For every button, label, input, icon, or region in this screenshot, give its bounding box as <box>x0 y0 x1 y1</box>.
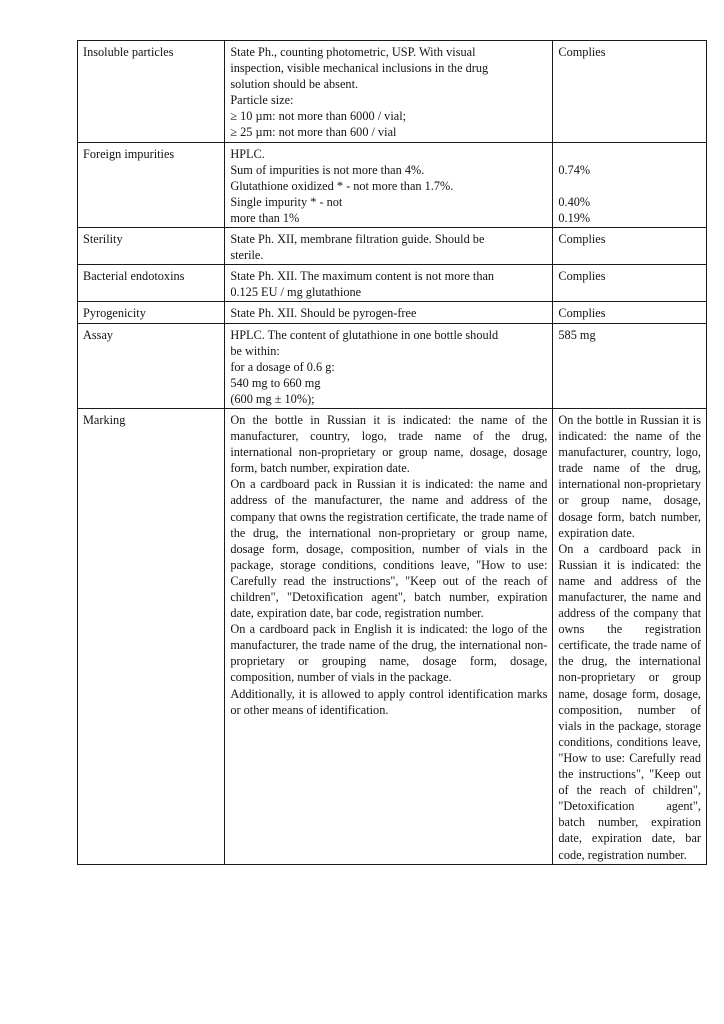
method-cell <box>225 323 553 408</box>
parameter-name: Insoluble particles <box>83 45 174 59</box>
result-value: 585 mg <box>558 327 596 342</box>
parameter-name: Bacterial endotoxins <box>83 269 185 284</box>
method-cell <box>225 302 553 323</box>
method-line: more than 1% <box>230 210 300 225</box>
result-paragraph: On a cardboard pack in Russian it is indicated: the name and address of the manufacturer, the name and address of the company that owns the registration certificate, the trade name of the drug, the international non-proprietary or group name, dosage form, dosage, composition, number of vials in the package, storage conditions, conditions leave, "How to use: Carefully read the instructions", "Keep out of the reach of children", "Detoxification agent", batch number, expiration date, expiration date, bar code, registration number. <box>558 541 701 862</box>
result-value: 0.19% <box>558 210 591 225</box>
method-line: (600 mg ± 10%); <box>230 391 315 406</box>
method-line: be within: <box>230 343 280 358</box>
method-line: Single impurity * - not <box>230 194 343 209</box>
result-value: Complies <box>558 232 606 247</box>
method-line: 0.125 EU / mg glutathione <box>230 285 362 300</box>
method-line: HPLC. <box>230 146 265 161</box>
method-line: State Ph., counting photometric, USP. With visual <box>230 45 476 59</box>
parameter-name: Pyrogenicity <box>83 306 146 321</box>
result-cell <box>553 408 707 864</box>
result-cell <box>553 142 707 227</box>
result-cell <box>553 265 707 302</box>
method-line: ≥ 10 µm: not more than 6000 / vial; <box>230 109 407 124</box>
method-paragraph: On a cardboard pack in Russian it is indicated: the name and address of the manufacturer, the name and address of the company that owns the registration certificate, the trade name of the drug, the international non-proprietary or group name, dosage form, dosage, composition, number of vials in the package, storage conditions, conditions leave, "How to use: Carefully read the instructions", "Keep out of the reach of children", "Detoxification agent", batch number, expiration date, expiration date, bar code, registration number. <box>230 477 548 621</box>
parameter-cell <box>78 265 225 302</box>
table-row <box>78 408 707 864</box>
method-cell <box>225 41 553 143</box>
result-value: Complies <box>558 269 606 284</box>
result-value: 0.74% <box>558 162 591 177</box>
table-row <box>78 41 707 143</box>
method-line: 540 mg to 660 mg <box>230 375 321 390</box>
parameter-cell <box>78 302 225 323</box>
parameter-cell <box>78 228 225 265</box>
method-paragraph: On the bottle in Russian it is indicated: the name of the manufacturer, country, logo, trade name of the drug, international non-proprietary or group name, dosage, dosage form, batch number, expiration date. <box>230 412 548 476</box>
table-row <box>78 302 707 323</box>
parameter-cell <box>78 41 225 143</box>
result-paragraph: On the bottle in Russian it is indicated: the name of the manufacturer, country, logo, trade name of the drug, international non-proprietary or group name, dosage, dosage form, batch number, expiration date. <box>558 412 701 540</box>
method-paragraph: Additionally, it is allowed to apply control identification marks or other means of identification. <box>230 686 548 717</box>
result-value: Complies <box>558 45 606 59</box>
method-cell <box>225 265 553 302</box>
method-line: ≥ 25 µm: not more than 600 / vial <box>230 125 397 140</box>
parameter-cell <box>78 408 225 864</box>
table-row <box>78 228 707 265</box>
method-cell <box>225 142 553 227</box>
table-row <box>78 265 707 302</box>
result-cell <box>553 323 707 408</box>
method-line: HPLC. The content of glutathione in one bottle should <box>230 327 499 342</box>
parameter-name: Sterility <box>83 232 123 247</box>
result-value: 0.40% <box>558 194 591 209</box>
parameter-cell <box>78 142 225 227</box>
result-cell <box>553 228 707 265</box>
parameter-name: Assay <box>83 327 114 342</box>
method-line: State Ph. XII. The maximum content is not more than <box>230 269 495 284</box>
result-cell <box>553 302 707 323</box>
parameter-name: Marking <box>83 412 126 427</box>
result-value: Complies <box>558 306 606 321</box>
parameter-name: Foreign impurities <box>83 146 175 161</box>
method-line: Glutathione oxidized * - not more than 1.7%. <box>230 178 454 193</box>
table-row <box>78 142 707 227</box>
specification-table <box>77 40 707 865</box>
method-line: inspection, visible mechanical inclusions in the drug <box>230 61 489 76</box>
method-cell <box>225 228 553 265</box>
method-line: State Ph. XII, membrane filtration guide. Should be <box>230 232 485 247</box>
method-line: for a dosage of 0.6 g: <box>230 359 335 374</box>
method-line: solution should be absent. <box>230 77 359 92</box>
method-line: Sum of impurities is not more than 4%. <box>230 162 425 177</box>
method-cell <box>225 408 553 864</box>
result-cell <box>553 41 707 143</box>
parameter-cell <box>78 323 225 408</box>
method-line: sterile. <box>230 248 264 263</box>
method-line: State Ph. XII. Should be pyrogen-free <box>230 306 417 321</box>
method-paragraph: On a cardboard pack in English it is indicated: the logo of the manufacturer, the trade name of the drug, the international non-proprietary or grouping name, dosage form, dosage, composition, number of vials in the package. <box>230 622 548 685</box>
method-line: Particle size: <box>230 93 294 108</box>
table-row <box>78 323 707 408</box>
